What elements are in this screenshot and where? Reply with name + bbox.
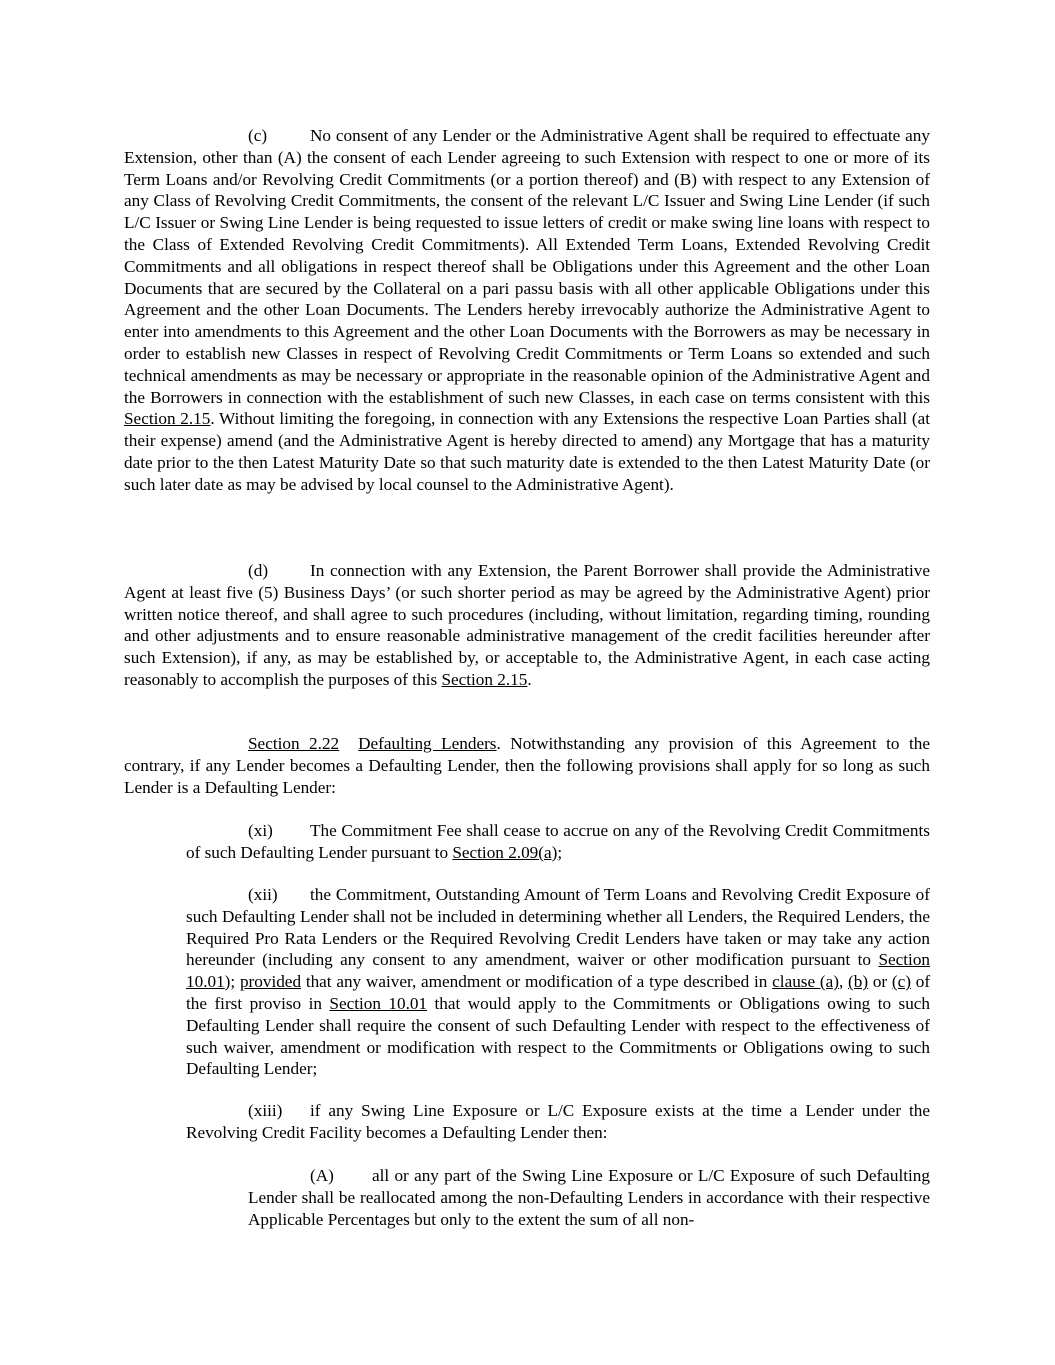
item-xii-text-3: that any waiver, amendment or modification of a type described in: [305, 972, 768, 992]
item-xiii-label: (xiii): [248, 1101, 283, 1120]
provided-term: provided: [239, 972, 302, 992]
item-xii-label: (xii): [248, 885, 278, 904]
item-xi-label: (xi): [248, 821, 273, 840]
item-A-label: (A): [310, 1166, 334, 1185]
item-A-text: all or any part of the Swing Line Exposure or L/C Exposure of such Defaulting Lender shall be reallocated among the non-Defaulting Lenders in accordance with their respective Applicable Percentages but only to the extent the sum of all non-: [248, 1166, 930, 1229]
paragraph-d: [124, 560, 930, 691]
item-xii-text-6: of the first proviso in: [186, 972, 931, 1013]
paragraph-c-text-2: . Without limiting the foregoing, in connection with any Extensions the respective Loan Parties shall (at their expense) amend (and the Administrative Agent is hereby directed to amend) any Mortgage that has a maturity date prior to the then Latest Maturity Date so that such maturity date is extended to the then Latest Maturity Date (or such later date as may be advised by local counsel to the Administrative Agent).: [124, 409, 930, 494]
item-xii-text: the Commitment, Outstanding Amount of Term Loans and Revolving Credit Exposure of such Defaulting Lender shall not be included in determining whether all Lenders, the Required Lenders, the Required Pro Rata Lenders or the Required Revolving Credit Lenders have taken or may take any action hereunder (including any consent to any amendment, waiver or other modification pursuant to: [186, 885, 930, 970]
paragraph-d-label: (d): [248, 561, 269, 580]
section-text: . Notwithstanding any provision of this Agreement to the contrary, if any Lender becomes a Defaulting Lender, then the following provisions shall apply for so long as such Lender is a Defaulting Lender:: [124, 734, 931, 797]
item-A: [248, 1165, 930, 1230]
section-10-01-ref: Section 10.01: [329, 993, 428, 1013]
paragraph-d-text: In connection with any Extension, the Parent Borrower shall provide the Administrative Agent at least five (5) Business Days’ (or such shorter period as may be agreed by the Administrative Agent) prior written notice thereof, and shall agree to such procedures (including, without limitation, regarding timing, rounding and other adjustments and to ensure reasonable administrative management of the credit facilities hereunder after such Extension), if any, as may be established by, or acceptable to, the Administrative Agent, in each case acting reasonably to accomplish the purposes of this: [124, 561, 930, 689]
section-2-09a-ref: Section 2.09(a): [452, 842, 558, 862]
section-number: Section 2.22: [248, 734, 340, 753]
item-xii-text-4: ,: [838, 972, 844, 992]
clause-a-ref: clause (a): [772, 972, 839, 992]
item-xi-end: ;: [557, 842, 563, 862]
item-xi-text: The Commitment Fee shall cease to accrue on any of the Revolving Credit Commitments of such Defaulting Lender pursuant to: [186, 821, 930, 862]
paragraph-c-text: No consent of any Lender or the Administrative Agent shall be required to effectuate any Extension, other than (A) the consent of each Lender agreeing to such Extension with respect to one or more of its Term Loans and/or Revolving Credit Commitments (or a portion thereof) and (B) with respect to any Extension of any Class of Revolving Credit Commitments, the consent of the relevant L/C Issuer and Swing Line Lender (if such L/C Issuer or Swing Line Lender is being requested to issue letters of credit or make swing line loans with respect to the Class of Extended Revolving Credit Commitments). All Extended Term Loans, Extended Revolving Credit Commitments and all obligations in respect thereof shall be Obligations under this Agreement and the other Loan Documents that are secured by the Collateral on a pari passu basis with all other applicable Obligations under this Agreement and the other Loan Documents. The Lenders hereby irrevocably authorize the Administrative Agent to enter into amendments to this Agreement and the other Loan Documents with the Borrowers as may be necessary in order to establish new Classes in respect of Revolving Credit Commitments or Term Loans so extended and such technical amendments as may be necessary or appropriate in the reasonable opinion of the Administrative Agent and the Borrowers in connection with the establishment of such new Classes, in each case on terms consistent with this: [124, 126, 930, 407]
paragraph-c-label: (c): [248, 126, 268, 145]
section-title: Defaulting Lenders: [358, 734, 497, 753]
section-2-22: [124, 733, 930, 798]
item-xii-text-2: );: [224, 972, 236, 992]
section-2-15-ref: Section 2.15: [441, 669, 528, 689]
paragraph-c: [124, 125, 930, 496]
clause-b-ref: (b): [848, 972, 869, 992]
item-xii: [186, 884, 930, 1080]
item-xii-text-7: that would apply to the Commitments or Obligations owing to such Defaulting Lender shall require the consent of such Defaulting Lender with respect to the effectiveness of such waiver, amendment or modification with respect to the Commitments or Obligations owing to such Defaulting Lender;: [186, 993, 931, 1079]
item-xiii: [186, 1100, 930, 1144]
item-xi: [186, 820, 930, 864]
paragraph-d-end: .: [527, 669, 532, 689]
section-10-01-ref: Section 10.01: [186, 950, 931, 992]
clause-c-ref: (c): [891, 972, 911, 992]
section-2-15-ref: Section 2.15: [124, 409, 211, 429]
item-xii-text-5: or: [872, 972, 888, 992]
item-xiii-text: if any Swing Line Exposure or L/C Exposure exists at the time a Lender under the Revolving Credit Facility becomes a Defaulting Lender then:: [186, 1101, 930, 1142]
